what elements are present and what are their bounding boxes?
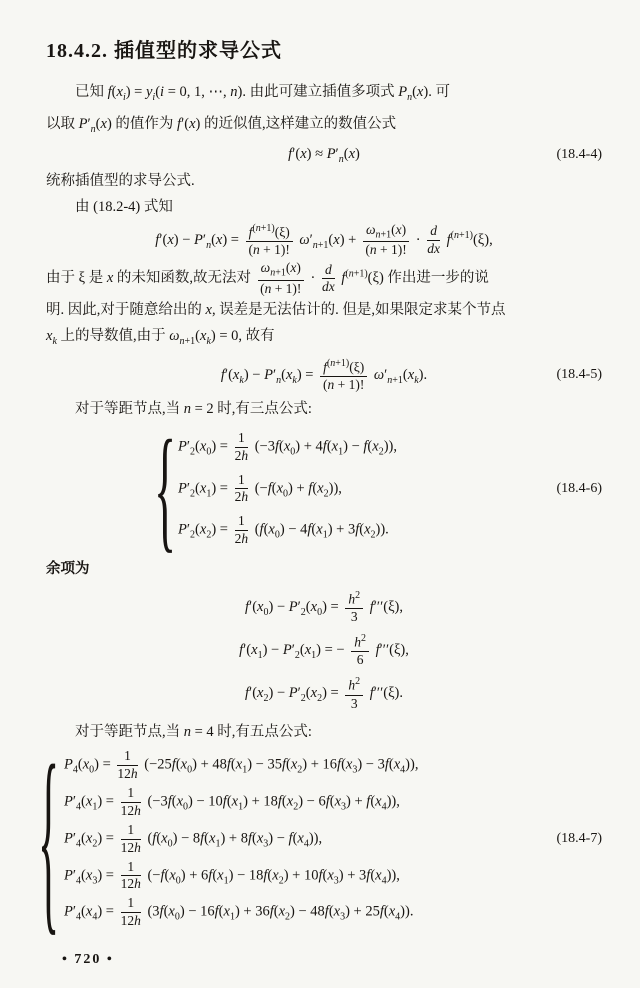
equation-18-4-4 bbox=[46, 146, 602, 165]
after-eq4-line-2: 由 (18.2-4) 式知 bbox=[75, 198, 173, 215]
equation-number: (18.4-6) bbox=[556, 480, 602, 496]
remainder-equation-1: $f'(x_0) - P'_2(x_0)$ = $\frac{h^2}{3}$ f′′′(ξ), bbox=[245, 589, 403, 625]
three-point-equation-3: $P'_2(x_2)$ = $\frac{1}{2h}$ $(f(x_0) - 4f(x_1) + 3f(x_2))$. bbox=[178, 513, 389, 547]
five-point-equation-3: $P'_4(x_2)$ = $\frac{1}{12h}$ $(f(x_0) - 8f(x_1) + 8f(x_3) - f(x_4))$, bbox=[64, 821, 323, 855]
remainder-equation-3: $f'(x_2) - P'_2(x_2)$ = $\frac{h^2}{3}$ f′′′(ξ). bbox=[245, 676, 403, 711]
section-heading: 18.4.2. 插值型的求导公式 bbox=[46, 40, 282, 62]
equation-formula: $f'(x) - P'_n(x)$ = $\frac{f^{(n+1)}(\xi)}{(n + 1)!}$ $\omega'_{n+1}(x)$ + $\frac{\omega_{n+1}(x)}{(n + 1)!}$ · $\frac{d}{dx}$ $f^{(n+1)}(\xi)$, bbox=[155, 221, 493, 258]
equation-formula: $f'(x) \approx P'_n(x)$ bbox=[288, 145, 360, 165]
after-eq4-line-1: 统称插值型的求导公式. bbox=[46, 172, 195, 189]
equation-18-4-5 bbox=[46, 358, 602, 393]
equation-number: (18.4-4) bbox=[556, 147, 602, 163]
five-point-equation-2: $P'_4(x_1)$ = $\frac{1}{12h}$ $(-3f(x_0) - 10f(x_1) + 18f(x_2) - 6f(x_3) + f(x_4))$, bbox=[64, 785, 400, 818]
discussion-line-1: 由于 ξ 是 x 的未知函数,故无法对 $\frac{\omega_{n+1}(x)}{(n + 1)!}$ · $\frac{d}{dx}$ $f^{(n+1)}(\xi)$ 作出进一步的说 bbox=[46, 260, 489, 296]
left-brace bbox=[154, 408, 176, 567]
discussion-line-3: $x_k$ 上的导数值,由于 $\omega_{n+1}(x_k) = 0$, 故有 bbox=[46, 327, 275, 347]
equation-formula: $f'(x_k) - P'_n(x_k)$ = $\frac{f^{(n+1)}(\xi)}{(n + 1)!}$ $\omega'_{n+1}(x_k)$. bbox=[220, 357, 428, 392]
remainder-label: 余项为 bbox=[46, 560, 90, 577]
equation-number: (18.4-7) bbox=[556, 831, 602, 847]
three-point-equation-2: $P'_2(x_1)$ = $\frac{1}{2h}$ $(-f(x_0) + f(x_2))$, bbox=[178, 471, 342, 505]
intro-paragraph-line-1: 已知 $f(x_i) = y_i(i = 0$, 1, ⋯, n). 由此可建立插值多项式 $P_n(x)$. 可 bbox=[75, 84, 450, 103]
equation-group-18-4-7 bbox=[46, 749, 602, 928]
intro-paragraph-line-2: 以取 $P'_n(x)$ 的值作为 f′(x) 的近似值,这样建立的数值公式 bbox=[46, 115, 397, 135]
page-number: • 720 • bbox=[62, 952, 114, 967]
five-point-intro: 对于等距节点,当 n = 4 时,有五点公式: bbox=[75, 724, 312, 741]
left-brace bbox=[38, 719, 59, 959]
equation-expansion bbox=[46, 223, 602, 259]
equation-group-18-4-6 bbox=[46, 431, 602, 547]
five-point-equation-1: $P_4(x_0)$ = $\frac{1}{12h}$ $(-25f(x_0) + 48f(x_1) - 35f(x_2) + 16f(x_3) - 3f(x_4))$, bbox=[64, 748, 419, 782]
five-point-equation-5: $P'_4(x_4)$ = $\frac{1}{12h}$ $(3f(x_0) - 16f(x_1) + 36f(x_2) - 48f(x_3) + 25f(x_4))$. bbox=[64, 895, 414, 929]
three-point-intro: 对于等距节点,当 n = 2 时,有三点公式: bbox=[75, 400, 312, 417]
discussion-line-2: 明. 因此,对于随意给出的 x, 误差是无法估计的. 但是,如果限定求某个节点 bbox=[46, 301, 506, 318]
five-point-equation-4: $P'_4(x_3)$ = $\frac{1}{12h}$ $(-f(x_0) + 6f(x_1) - 18f(x_2) + 10f(x_3) + 3f(x_4))$, bbox=[64, 858, 400, 892]
remainder-equation-2: $f'(x_1) - P'_2(x_1)$ = − $\frac{h^2}{6}$ f′′′(ξ), bbox=[239, 633, 409, 668]
equation-number: (18.4-5) bbox=[556, 367, 602, 383]
three-point-equation-1: $P'_2(x_0)$ = $\frac{1}{2h}$ $(-3f(x_0) + 4f(x_1) - f(x_2))$, bbox=[178, 429, 397, 463]
